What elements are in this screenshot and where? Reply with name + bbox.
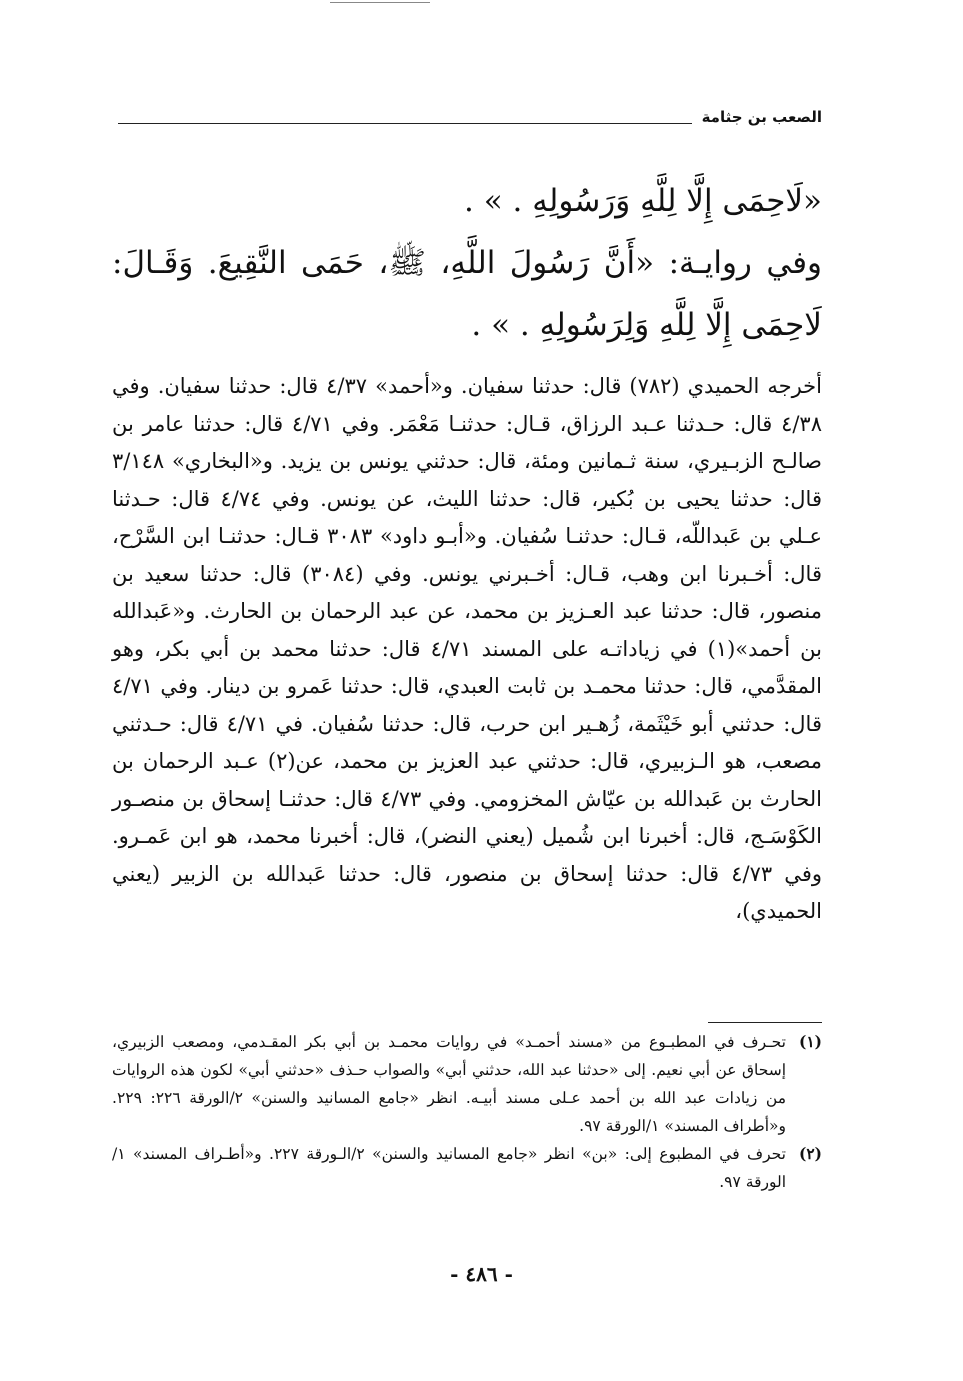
page-number: - ٤٨٦ -	[450, 1262, 513, 1286]
top-scan-mark	[330, 2, 430, 3]
hadith-line-1: «لَاحِمَى إِلَّا لِلَّهِ وَرَسُولِهِ . » .	[464, 183, 822, 219]
footnote-text: تحرف في المطبوع إلى: «بن» انظر «جامع المسانيد والسنن» ٢/الـورقة ٢٢٧. و«أطـراف المسند» ١/الورقة ٩٧.	[112, 1145, 786, 1191]
footnote-1	[112, 1028, 822, 1140]
running-title: الصعب بن جثامة	[696, 108, 822, 126]
footnote-number: (١)	[798, 1032, 822, 1051]
hadith-line-2: وفي روايـة: «أَنَّ رَسُولَ اللَّهِ، ﷺ، حَمَى النَّقِيعَ. وَقَـالَ: لَاحِمَى إِلَّا لِلَّهِ وَلِرَسُولِهِ . » .	[112, 245, 822, 343]
takhrij-paragraph: أخرجه الحميدي (٧٨٢) قال: حدثنا سفيان. و«أحمد» ٤/٣٧ قال: حدثنا سفيان. وفي ٤/٣٨ قال: حـدثنا عـبد الرزاق، قـال: حدثنـا مَعْمَر. وفي ٤/٧١ قال: حدثنا عامر بن صالـح الزبـيري، سنة ثـمانين ومئة، قال: حدثني يونس بن يزيد. و«البخاري» ٣/١٤٨ قال: حدثنا يحيى بن بُكير، قال: حدثنا الليث، عن يونس. وفي ٤/٧٤ قال: حـدثنا عـلي بن عَبداللّه، قـال: حدثنـا سُفيان. و«أبـو داود» ٣٠٨٣ قـال: حدثنـا ابن السَّرْح، قال: أخـبرنا ابن وهب، قـال: أخـبرني يونس. وفي (٣٠٨٤) قال: حدثنا سعيد بن منصور، قال: حدثنا عبد العـزيز بن محمد، عن عبد الرحمان بن الحارث. و«عَبدالله بن أحمد»(١) في زياداتـه على المسند ٤/٧١ قال: حدثنا محمد بن أبي بكر، وهو المقدَّمي، قال: حدثنا محمـد بن ثابت العبدي، قال: حدثنا عَمرو بن دينار. وفي ٤/٧١ قال: حدثني أبو خَيْثَمة، زُهـير ابن حرب، قال: حدثنا سُفيان. في ٤/٧١ قال: حـدثني مصعب، هو الـزبيري، قال: حدثني عبد العزيز بن محمد، عن(٢) عـبد الرحمان بن الحارث بن عَبدالله بن عيّاش المخزومي. وفي ٤/٧٣ قال: حدثنـا إسحاق بن منصـور الكَوْسَـج، قال: أخبرنا ابن شُميل (يعني النضر)، قال: أخبرنا محمد، هو ابن عَمـرو. وفي ٤/٧٣ قال: حدثنا إسحاق بن منصور، قال: حدثنا عَبدالله بن الزبير (يعني الحميدي)،	[112, 374, 822, 923]
running-header	[118, 108, 822, 132]
hadith-text	[112, 170, 822, 356]
footnote-2	[112, 1140, 822, 1196]
footnote-number: (٢)	[798, 1144, 822, 1163]
footnote-separator	[708, 1022, 822, 1023]
footnotes	[112, 1028, 822, 1196]
footnote-text: تحـرف في المطبـوع من «مسند أحمـد» في روايات محمـد بن أبي بكر المقـدمي، ومصعب الزبيري، إسحاق عن أبي نعيم. إلى «حدثنا عبد الله، حدثني أبي» والصواب حـذف «حدثني أبي» لكون هذه الروايات من زيادات عبد الله بن أحمد عـلى مسند أبيـه. انظر «جامع المسانيد والسنن» ٢/الورقة ٢٢٦: ٢٢٩. و«أطراف المسند» ١/الورقة ٩٧.	[112, 1033, 786, 1135]
